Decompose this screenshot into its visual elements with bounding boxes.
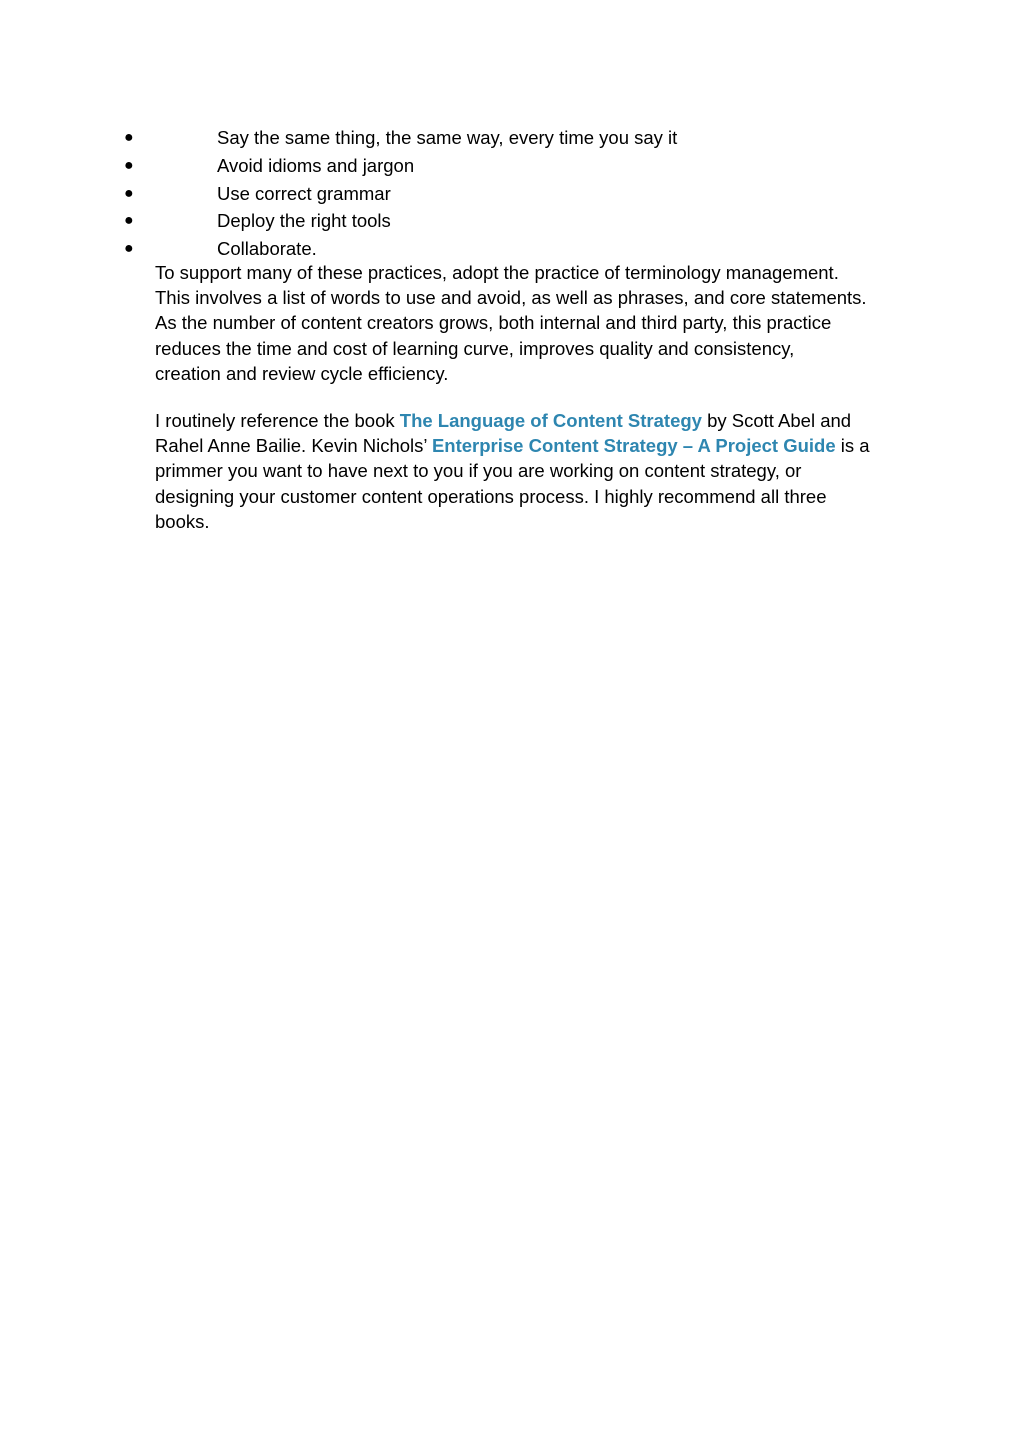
- practices-bullet-list: [120, 124, 677, 263]
- list-item: [120, 235, 677, 263]
- list-item: [120, 152, 677, 180]
- text-run: Rahel Anne Bailie. Kevin Nichols’: [155, 435, 432, 457]
- bullet-icon: ●: [124, 156, 134, 174]
- paragraph-line: [155, 408, 890, 433]
- list-item: [120, 207, 677, 235]
- paragraph-line: books.: [155, 510, 210, 532]
- bullet-icon: ●: [124, 240, 134, 258]
- bullet-icon: ●: [124, 212, 134, 230]
- paragraph-line: As the number of content creators grows, both internal and third party, this practice: [155, 312, 832, 334]
- paragraph-line: primmer you want to have next to you if you are working on content strategy, or: [155, 460, 802, 482]
- text-run: by Scott Abel and: [701, 410, 852, 431]
- bullet-text: Collaborate.: [217, 238, 317, 260]
- text-run: is a: [835, 435, 870, 457]
- paragraph-line: designing your customer content operations process. I highly recommend all three: [155, 485, 827, 507]
- list-item: [120, 124, 677, 152]
- text-run: I routinely reference the book: [155, 410, 400, 431]
- terminology-paragraph: [155, 260, 890, 386]
- paragraph-line: reduces the time and cost of learning curve, improves quality and consistency,: [155, 337, 795, 359]
- paragraph-line: creation and review cycle efficiency.: [155, 362, 449, 384]
- bullet-text: Use correct grammar: [217, 182, 391, 204]
- list-item: [120, 180, 677, 208]
- book-link-enterprise-content-strategy[interactable]: Enterprise Content Strategy – A Project Guide: [431, 435, 836, 457]
- bullet-text: Avoid idioms and jargon: [217, 154, 415, 176]
- bullet-icon: ●: [124, 129, 134, 146]
- book-link-language-of-content-strategy[interactable]: The Language of Content Strategy: [399, 410, 702, 431]
- bullet-text: Say the same thing, the same way, every time you say it: [217, 127, 678, 148]
- paragraph-line: To support many of these practices, adopt the practice of terminology management.: [155, 262, 839, 283]
- bullet-icon: ●: [124, 184, 134, 202]
- paragraph-line: This involves a list of words to use and avoid, as well as phrases, and core statements.: [155, 287, 867, 309]
- book-recommendation-paragraph: [155, 408, 890, 534]
- bullet-text: Deploy the right tools: [217, 210, 391, 232]
- paragraph-line: [155, 433, 890, 458]
